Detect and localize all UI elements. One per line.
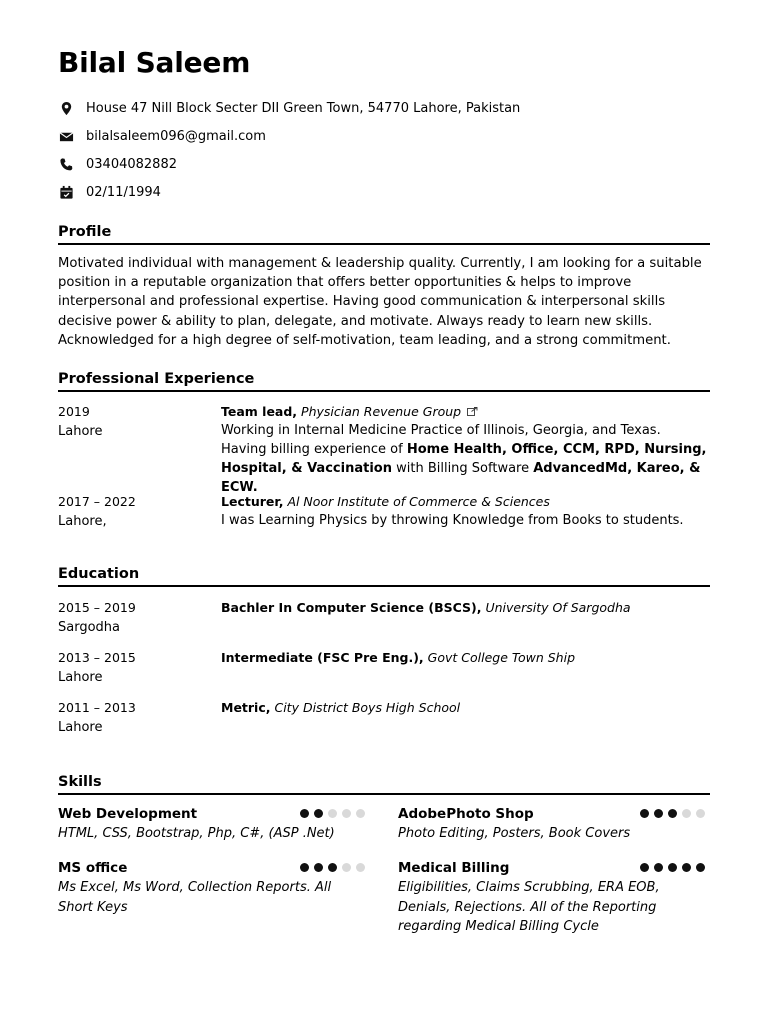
experience-location: Lahore <box>58 424 103 439</box>
school: University Of Sargodha <box>485 600 631 615</box>
rating-dot-empty <box>328 809 337 818</box>
experience-body <box>221 402 710 497</box>
rating-dot-empty <box>356 863 365 872</box>
skill-description: Photo Editing, Posters, Book Covers <box>398 826 631 841</box>
calendar-icon <box>58 184 74 200</box>
envelope-icon <box>58 128 74 144</box>
profile-heading: Profile <box>58 224 710 245</box>
education-body <box>221 648 710 667</box>
skill-item <box>58 858 343 917</box>
external-link-icon[interactable] <box>467 407 478 416</box>
job-role: Lecturer, <box>221 494 284 509</box>
rating-dot-filled <box>640 863 649 872</box>
rating-dot-filled <box>668 863 677 872</box>
rating-dot-filled <box>328 863 337 872</box>
rating-dot-filled <box>668 809 677 818</box>
rating-dot-empty <box>696 809 705 818</box>
experience-location: Lahore, <box>58 514 107 529</box>
rating-dot-filled <box>314 863 323 872</box>
skill-rating <box>640 809 705 818</box>
experience-heading: Professional Experience <box>58 371 710 392</box>
phone-icon <box>58 156 74 172</box>
education-location: Lahore <box>58 720 103 735</box>
skill-name: Web Development <box>58 806 198 822</box>
skill-name: Medical Billing <box>398 860 510 876</box>
education-date: 2011 – 2013 Lahore <box>58 698 208 737</box>
school: City District Boys High School <box>274 700 461 715</box>
phone-text: 03404082882 <box>86 156 177 172</box>
education-body <box>221 698 710 717</box>
skill-item <box>58 804 373 844</box>
skill-description: Ms Excel, Ms Word, Collection Reports. All Short Keys <box>58 880 332 915</box>
contact-info <box>58 94 520 206</box>
candidate-name: Bilal Saleem <box>58 46 251 79</box>
dob-text: 02/11/1994 <box>86 184 161 200</box>
job-org: Al Noor Institute of Commerce & Sciences <box>287 494 550 509</box>
experience-date: 2019 Lahore <box>58 402 208 441</box>
skill-rating <box>300 863 365 872</box>
job-org[interactable]: Physician Revenue Group <box>301 404 462 419</box>
degree: Bachler In Computer Science (BSCS), <box>221 600 482 615</box>
contact-phone <box>58 150 520 178</box>
contact-email <box>58 122 520 150</box>
education-body <box>221 598 710 617</box>
experience-body <box>221 492 710 530</box>
education-date: 2013 – 2015 Lahore <box>58 648 208 687</box>
rating-dot-empty <box>356 809 365 818</box>
skill-rating <box>300 809 365 818</box>
education-location: Sargodha <box>58 620 120 635</box>
rating-dot-empty <box>342 863 351 872</box>
rating-dot-filled <box>314 809 323 818</box>
skill-rating <box>640 863 705 872</box>
skill-item <box>398 858 703 937</box>
school: Govt College Town Ship <box>427 650 576 665</box>
job-description: I was Learning Physics by throwing Knowledge from Books to students. <box>221 513 684 528</box>
contact-address <box>58 94 520 122</box>
skill-item <box>398 804 710 844</box>
rating-dot-empty <box>682 809 691 818</box>
rating-dot-empty <box>342 809 351 818</box>
job-description: Working in Internal Medicine Practice of Illinois, Georgia, and Texas. Having billing experience of Home Health, Office, CCM, RPD, Nursing, Hospital, & Vaccination with Billing Software AdvancedMd, Kareo, & ECW. <box>221 423 707 495</box>
profile-text: Motivated individual with management & leadership quality. Currently, I am looking for a suitable position in a reputable organization that offers better opportunities & helps to improve interpersonal and professional expertise. Having good communication & interpersonal skills decisive power & ability to plan, delegate, and motivate. Always ready to learn new skills. Acknowledged for a high degree of self-motivation, team leading, and a strong commitment. <box>58 256 702 348</box>
rating-dot-filled <box>654 863 663 872</box>
address-text: House 47 Nill Block Secter DII Green Town, 54770 Lahore, Pakistan <box>86 100 521 116</box>
skill-name: MS office <box>58 860 128 876</box>
skill-name: AdobePhoto Shop <box>398 806 534 822</box>
degree: Metric, <box>221 700 271 715</box>
degree: Intermediate (FSC Pre Eng.), <box>221 650 424 665</box>
contact-dob <box>58 178 520 206</box>
skill-description: HTML, CSS, Bootstrap, Php, C#, (ASP .Net) <box>58 826 335 841</box>
rating-dot-filled <box>654 809 663 818</box>
education-location: Lahore <box>58 670 103 685</box>
skills-heading: Skills <box>58 774 710 795</box>
rating-dot-filled <box>640 809 649 818</box>
rating-dot-filled <box>696 863 705 872</box>
rating-dot-filled <box>300 809 309 818</box>
education-date: 2015 – 2019 Sargodha <box>58 598 208 637</box>
job-role: Team lead, <box>221 404 298 419</box>
location-pin-icon <box>58 100 74 116</box>
education-heading: Education <box>58 566 710 587</box>
rating-dot-filled <box>682 863 691 872</box>
rating-dot-filled <box>300 863 309 872</box>
skill-description: Eligibilities, Claims Scrubbing, ERA EOB, Denials, Rejections. All of the Reporting regarding Medical Billing Cycle <box>398 880 660 934</box>
email-text[interactable]: bilalsaleem096@gmail.com <box>86 128 266 144</box>
experience-date: 2017 – 2022 Lahore, <box>58 492 208 531</box>
